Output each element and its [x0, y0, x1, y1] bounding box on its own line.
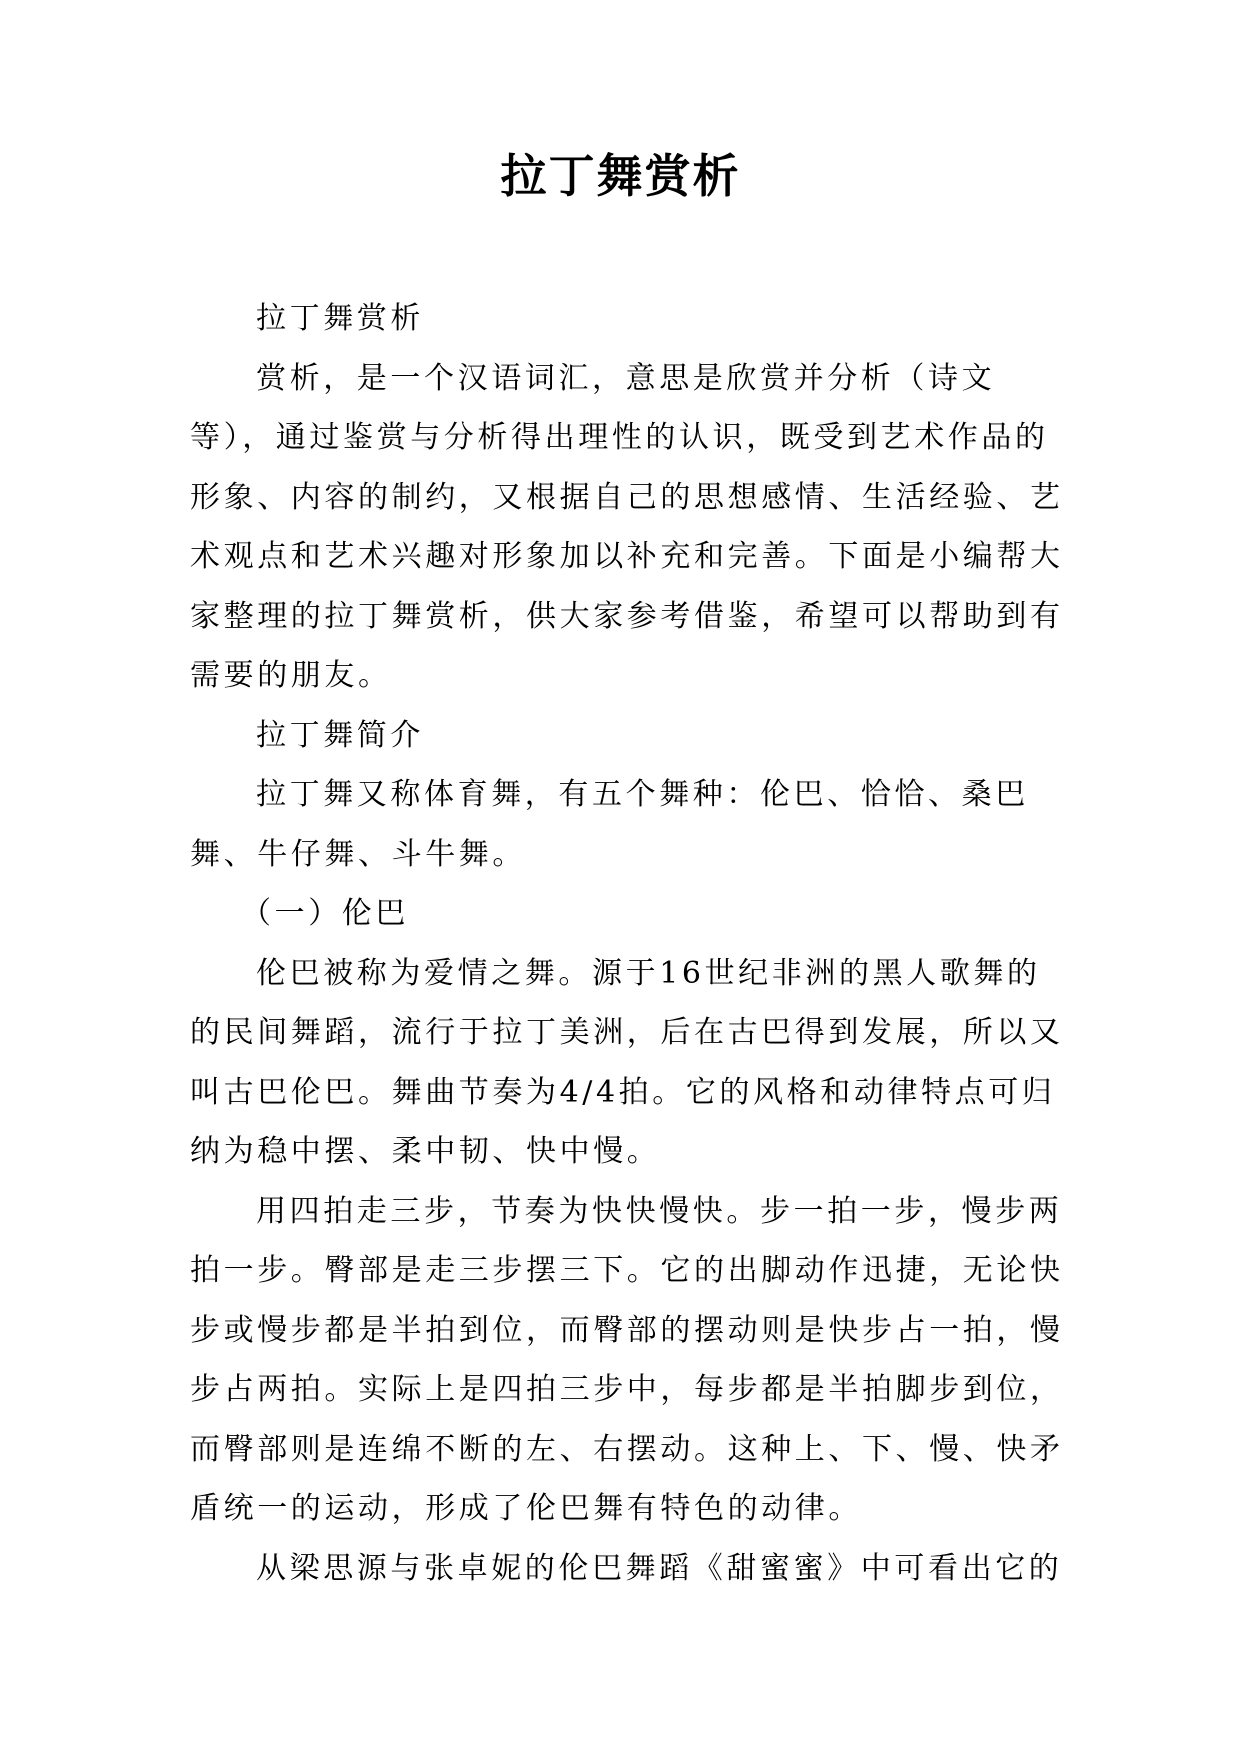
document-title: 拉丁舞赏析 — [500, 149, 741, 203]
paragraph-dance-types: 拉丁舞又称体育舞，有五个舞种：伦巴、恰恰、桑巴舞、牛仔舞、斗牛舞。 — [190, 777, 1029, 872]
paragraph-heading-overview: 拉丁舞简介 — [256, 717, 424, 753]
paragraph-intro: 赏析，是一个汉语词汇，意思是欣赏并分析（诗文等），通过鉴赏与分析得出理性的认识，既受到艺术作品的形象、内容的制约，又根据自己的思想感情、生活经验、艺术观点和艺术兴趣对形象加以补充和完善。下面是小编帮大家整理的拉丁舞赏析，供大家参考借鉴，希望可以帮助到有需要的朋友。 — [190, 360, 1064, 693]
paragraph-rumba-example: 从梁思源与张卓妮的伦巴舞蹈《甜蜜蜜》中可看出它的 — [256, 1550, 1063, 1586]
paragraph-rumba-origin: 伦巴被称为爱情之舞。源于16世纪非洲的黑人歌舞的的民间舞蹈，流行于拉丁美洲，后在古巴得到发展，所以又叫古巴伦巴。舞曲节奏为4/4拍。它的风格和动律特点可归纳为稳中摆、柔中韧、快中慢。 — [190, 955, 1064, 1169]
document-body — [190, 289, 1070, 1598]
paragraph-subtitle: 拉丁舞赏析 — [256, 301, 424, 336]
paragraph-rumba-steps: 用四拍走三步，节奏为快快慢快。步一拍一步，慢步两拍一步。臀部是走三步摆三下。它的出脚动作迅捷，无论快步或慢步都是半拍到位，而臀部的摆动则是快步占一拍，慢步占两拍。实际上是四拍三步中，每步都是半拍脚步到位，而臀部则是连绵不断的左、右摆动。这种上、下、慢、快矛盾统一的运动，形成了伦巴舞有特色的动律。 — [190, 1193, 1064, 1526]
paragraph-heading-rumba: （一）伦巴 — [241, 896, 409, 931]
